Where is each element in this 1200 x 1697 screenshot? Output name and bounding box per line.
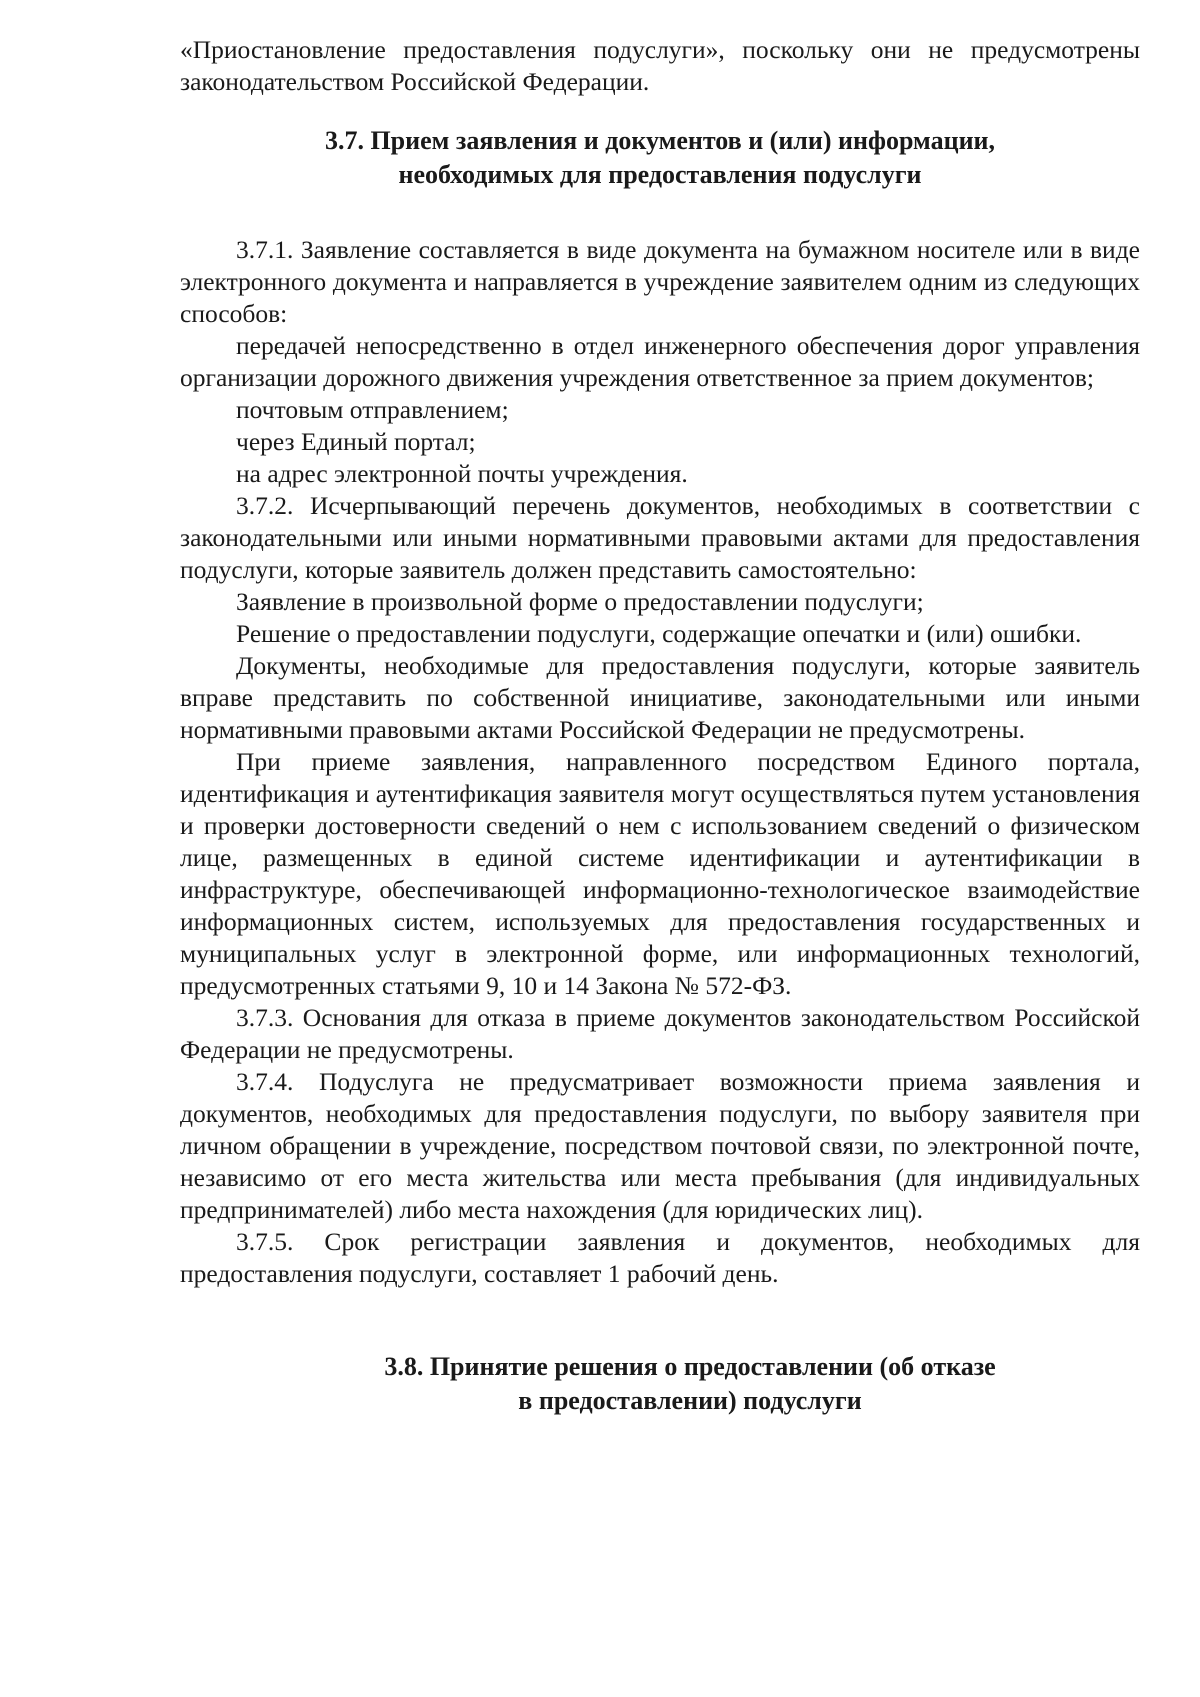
section-3-8-heading: [180, 1350, 1140, 1418]
section-3-7-heading: [180, 124, 1140, 192]
section-3-7-heading-line-2: необходимых для предоставления подуслуги: [398, 160, 922, 189]
intro-paragraph: «Приостановление предоставления подуслуги», поскольку они не предусмотрены законодательством Российской Федерации.: [180, 35, 1140, 96]
method-post: почтовым отправлением;: [236, 395, 509, 424]
section-3-8-heading-line-2: в предоставлении) подуслуги: [518, 1386, 862, 1415]
portal-identification-paragraph: При приеме заявления, направленного посредством Единого портала, идентификация и аутентификация заявителя могут осуществляться путем установления и проверки достоверности сведений о нем с использованием сведений о физическом лице, размещенных в единой системе идентификации и аутентификации в инфраструктуре, обеспечивающей информационно-технологическое взаимодействие информационных систем, используемых для предоставления государственных и муниципальных услуг в электронной форме, или информационных технологий, предусмотренных статьями 9, 10 и 14 Закона № 572-ФЗ.: [180, 747, 1140, 1000]
document-page: [180, 34, 1140, 1444]
heading-spacer: [180, 218, 1140, 234]
document-application: Заявление в произвольной форме о предоставлении подуслуги;: [236, 587, 924, 616]
paragraph-3-7-2: 3.7.2. Исчерпывающий перечень документов, необходимых в соответствии с законодательными или иными нормативными правовыми актами для предоставления подуслуги, которые заявитель должен представить самостоятельно:: [180, 491, 1140, 584]
method-portal: через Единый портал;: [236, 427, 476, 456]
method-email: на адрес электронной почты учреждения.: [236, 459, 688, 488]
section-3-7-heading-line-1: 3.7. Прием заявления и документов и (или) информации,: [324, 126, 996, 155]
paragraph-3-7-4: 3.7.4. Подуслуга не предусматривает возможности приема заявления и документов, необходимых для предоставления подуслуги, по выбору заявителя при личном обращении в учреждение, посредством почтовой связи, по электронной почте, независимо от его места жительства или места пребывания (для индивидуальных предпринимателей) либо места нахождения (для юридических лиц).: [180, 1067, 1140, 1224]
paragraph-3-7-1: 3.7.1. Заявление составляется в виде документа на бумажном носителе или в виде электронного документа и направляется в учреждение заявителем одним из следующих способов:: [180, 235, 1140, 328]
paragraph-3-7-3: 3.7.3. Основания для отказа в приеме документов законодательством Российской Федерации не предусмотрены.: [180, 1003, 1140, 1064]
method-direct-delivery: передачей непосредственно в отдел инженерного обеспечения дорог управления организации дорожного движения учреждения ответственное за прием документов;: [180, 331, 1140, 392]
optional-documents-paragraph: Документы, необходимые для предоставления подуслуги, которые заявитель вправе представить по собственной инициативе, законодательными или иными нормативными правовыми актами Российской Федерации не предусмотрены.: [180, 651, 1140, 744]
section-3-8-heading-line-1: 3.8. Принятие решения о предоставлении (об отказе: [384, 1352, 996, 1381]
document-decision: Решение о предоставлении подуслуги, содержащие опечатки и (или) ошибки.: [236, 619, 1082, 648]
paragraph-3-7-5: 3.7.5. Срок регистрации заявления и документов, необходимых для предоставления подуслуги, составляет 1 рабочий день.: [180, 1227, 1140, 1288]
